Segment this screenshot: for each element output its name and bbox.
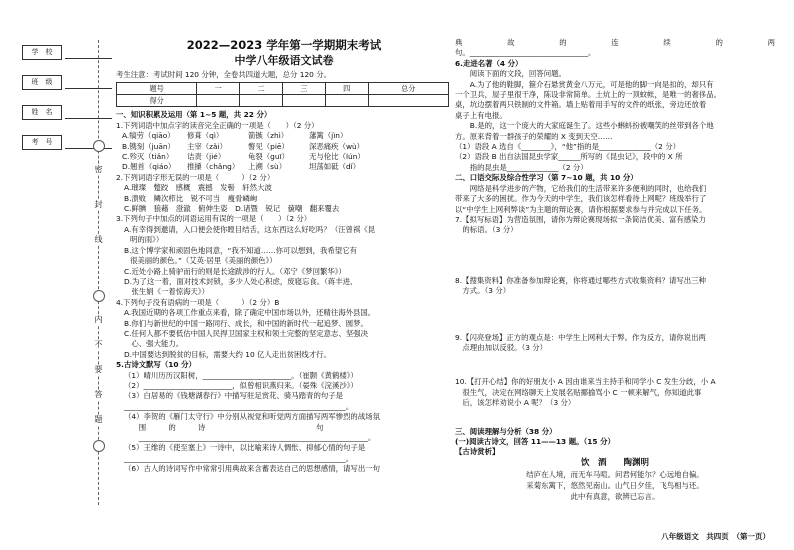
option-word: 轩然大波	[242, 183, 272, 193]
spread-char: 连	[611, 38, 619, 47]
passage-line: B.是的，这一个庞大的大家庭诞生了。这些小蝌蚪扮被嘲笑的丝带到各个地	[455, 121, 714, 131]
spread-char: 的	[715, 38, 723, 47]
exam-title: 2022—2023 学年第一学期期末考试	[186, 38, 382, 52]
page-footer: 八年级语文 共四页 （第一页）	[661, 532, 770, 541]
sub-heading: (一)阅读古诗文，回答 11——13 题。（15 分）	[455, 436, 615, 446]
option[interactable]: D.诸暨	[235, 204, 258, 214]
field-label: 学 校	[22, 45, 62, 60]
section-heading: 二、口语交际及综合性学习（第 7~10 题，共 10 分）	[455, 173, 638, 183]
option: 深恶痛疾（wù）	[309, 141, 365, 151]
option-line: 很美丽的颜色。”（艾英·居里《美丽的颜色》）	[130, 256, 277, 266]
option: 坦荡如砥（dǐ）	[309, 162, 361, 172]
answer-space[interactable]	[455, 297, 775, 333]
fill-line-text: （4）李贺的《雁门太守行》中分别从视觉和听觉两方面描写两军惨烈的战场氛	[124, 412, 380, 422]
score-cell[interactable]	[197, 95, 240, 107]
option-word: 锐不可当	[190, 193, 221, 203]
fill-line-text[interactable]: 句。________________________________。	[455, 48, 596, 58]
score-cell[interactable]	[240, 95, 283, 107]
field-label: 班 级	[22, 75, 62, 90]
exam-subtitle: 中学八年级语文试卷	[234, 54, 334, 67]
score-cell[interactable]	[368, 95, 448, 107]
fill-line-text: （5）王维的《使至塞上》一诗中，以比喻来诗人惆怅、抑郁心情的句子是	[124, 443, 366, 453]
option-line[interactable]: C.任何人都不要低估中国人民捍卫国家主权和领土完整的坚定意志、坚强决	[124, 328, 369, 338]
passage-line: 桌子上有电报。	[455, 110, 507, 120]
spread-char: 续	[663, 38, 671, 47]
option-line: 明的雨》）	[130, 235, 164, 245]
question: 9.【闪亮登场】正方的观点是：中学生上网利大于弊。作为反方，请你说出两	[455, 332, 706, 342]
poem-line: 结庐在人境，而无车马喧。问君何能尔？心远地自偏。	[526, 469, 704, 479]
option: 推搡（chǎng）	[187, 162, 240, 172]
fill-line[interactable]	[65, 106, 112, 119]
option[interactable]: B.镌刻（juān）	[122, 141, 175, 151]
section-heading: 三、阅读理解与分析（38 分）	[455, 426, 557, 436]
continued-line	[455, 38, 775, 48]
field-label: 考 号	[22, 135, 62, 150]
poem-line: 此中有真意，欲辨已忘言。	[570, 491, 660, 501]
question: 很生气，决定在网络聊天上发展名贴揶揄骂小 C 一顿来解气，你知道此事	[455, 387, 702, 397]
fill-line[interactable]	[65, 76, 112, 89]
question: 4.下列句子没有语病的一项是（ ）（2 分）B	[116, 297, 280, 307]
passage-line: 以“中学生上网利弊谈”为主题的辩论赛，请你根据要求参与并完成以下任务。	[455, 204, 707, 214]
options-row	[116, 194, 452, 204]
score-head: 二	[240, 83, 283, 95]
option-line[interactable]: C.近处小路上骑驴而行的则是长途跋涉的行人。（邓宁《梦回繁华》）	[124, 266, 346, 276]
score-label: 得分	[117, 95, 197, 107]
question: 3.下列句子中加点的词语运用有误的一项是（ ）（2 分）	[116, 214, 312, 224]
option[interactable]: C.鲜腆	[124, 204, 147, 214]
option-word: 感概	[175, 183, 191, 193]
fill-line-text[interactable]: （1）晴川历历汉阳树，________________________。（崔颢《黄鹤楼》）	[124, 370, 358, 380]
question: 点理由加以反驳。（3 分）	[455, 342, 548, 352]
answer-space[interactable]	[455, 236, 775, 276]
option-word: 翻来覆去	[309, 204, 340, 214]
option[interactable]: C.殄灭（tiǎn）	[122, 152, 174, 162]
passage-line: 阅读下面的文段，回答问题。	[455, 69, 566, 79]
options-row	[116, 152, 452, 162]
fill-line[interactable]	[65, 46, 112, 59]
option-line[interactable]: A.我国近期的各项工作重点来看，除了确定中国市场以外，还精往海外县国。	[124, 308, 376, 318]
seal-char: 不	[94, 340, 103, 349]
score-head: 四	[325, 83, 368, 95]
question: 8.【搜集资料】你准备参加辩论赛，你将通过哪些方式收集资料？请写出三种	[455, 275, 706, 285]
option: 诘责（jié）	[187, 152, 226, 162]
score-cell[interactable]	[325, 95, 368, 107]
option: 修葺（qì）	[187, 131, 224, 141]
spread-char: 两	[767, 38, 775, 47]
option-word: 震撼	[197, 183, 213, 193]
option-word: 蹩跤	[153, 183, 169, 193]
fill-line-text[interactable]: ____________________________________________________________。	[124, 401, 354, 411]
option-word: 澄澈	[175, 204, 191, 214]
question: 7.【拟写标语】为营造氛围，请你为辩论赛现场拟一条简洁优美、富有感染力	[455, 214, 706, 224]
section-heading: 一、知识积累及运用（第 1~5 题，共 22 分）	[116, 110, 272, 120]
option[interactable]: D.翘首（qiáo）	[122, 162, 176, 172]
seal-char: 题	[94, 415, 103, 424]
passage-line: A.为了他的鞋脚，箍介石悬赏黄金八万元，可是他的脚一向是扣的，却只有	[455, 79, 714, 89]
question: 方式。（3 分）	[455, 286, 511, 296]
question: 1.下列词语中加点字的读音完全正确的一项是（ ）（2 分）	[116, 120, 319, 130]
score-head: 总分	[368, 83, 448, 95]
option: 上溯（sù）	[248, 162, 287, 172]
option-word: 瘦骨嶙峋	[227, 193, 258, 203]
question: 2.下列词语字形无误的一项是（ ）（2 分）	[116, 172, 275, 182]
passage-line: 网络是科学进步的产物，它给我们的生活带来许多便利的同时，也给我们	[455, 183, 707, 193]
score-head: 三	[282, 83, 325, 95]
option-word: 俯伸生姿	[198, 204, 228, 214]
options-row	[116, 131, 452, 141]
question: 6.走进名著（4 分）	[455, 58, 523, 68]
option: 箭镞（zhì）	[248, 131, 289, 141]
exam-notice: 考生注意：考试时间 120 分钟，全卷共四道大题，总分 120 分。	[116, 70, 331, 79]
right-column	[455, 38, 775, 502]
question: 5.古诗文默写（10 分）	[116, 360, 196, 370]
fill-line-text: 围 的 诗 句	[124, 422, 324, 432]
passage-line: 方。原来背着一群孩子的荣耀的 X 变到天空……	[455, 131, 613, 141]
score-table	[116, 82, 449, 107]
passage-line: 一个卫兵，屋子里很干净，陈设非常简单。土炕上的一顶蚊帐，是唯一的奢侈品。	[455, 90, 722, 100]
left-column	[116, 38, 452, 475]
option-line[interactable]: D.中国要达到脱贫的目标，需要大约 10 亿人走出贫困线才行。	[124, 349, 331, 359]
question: 10.【打开心结】你的好朋友小 A 因由谁来当主持手和同学小 C 发生分歧，小 A	[455, 377, 716, 387]
binding-hole-icon	[93, 140, 105, 152]
seal-char: 答	[94, 390, 103, 399]
option-line[interactable]: D.为了这一着，面对技术封锁，多少人处心积虑，废寝忘食。（蒋丰进、	[124, 276, 358, 286]
options-row	[116, 204, 452, 214]
option: 龟裂（guī）	[248, 152, 289, 162]
option-word: 藐嘲	[287, 204, 303, 214]
poem-line: 采菊东篱下，悠然见南山。山气日夕佳，飞鸟相与还。	[526, 480, 704, 490]
passage-line: 桌，坑边摆着两只铁制的文件箱。墙上贴着用手写的文件的纸张，旁边还放着	[455, 100, 707, 110]
option-line: 张生娟《一着惊海天》）	[124, 287, 209, 297]
option: 无与伦比（lún）	[309, 152, 365, 162]
seal-char: 内	[94, 315, 103, 324]
options-row	[116, 142, 452, 152]
option: 主宰（zǎi）	[187, 141, 228, 151]
seal-char: 密	[94, 165, 103, 174]
score-cell[interactable]	[282, 95, 325, 107]
option-line: 心、强大能力。	[124, 339, 184, 349]
option[interactable]: A.璀璨	[124, 183, 147, 193]
option: 藩篱（jìn）	[309, 131, 348, 141]
option[interactable]: A.犒劳（qiāo）	[122, 131, 175, 141]
option[interactable]: B.溃败	[124, 193, 147, 203]
option-word: 锐记	[265, 204, 281, 214]
option-word: 发髻	[220, 183, 235, 193]
answer-space[interactable]	[455, 409, 775, 427]
spread-char: 故	[507, 38, 515, 47]
seal-line	[98, 40, 99, 505]
options-row	[116, 183, 452, 193]
fill-line-text[interactable]: ______________________________________________________________。	[124, 433, 376, 442]
score-head: 题号	[117, 83, 197, 95]
option-line[interactable]: B.你们与新世纪的中国一路同行、成长，和中国的新时代一起追梦、圆梦。	[124, 318, 368, 328]
option-line[interactable]: A.有幸得到邀请，入口便会使你瞠目结舌，这东西这么好吃吗？（汪曾祺《昆	[124, 224, 376, 234]
sub-question[interactable]: （1）语段 A 选自《________》，“他”指的是______________（2 分）	[455, 142, 681, 152]
seal-char: 要	[94, 365, 103, 374]
tag-label: 【古诗赏析】	[455, 447, 500, 457]
sub-question[interactable]: 指的昆虫是______________（2 分）	[455, 162, 588, 172]
options-row	[116, 162, 452, 172]
spread-char: 典	[455, 38, 463, 47]
poem-title: 饮 酒 陶渊明	[580, 457, 649, 468]
binding-hole-icon	[93, 440, 105, 452]
seal-char: 封	[94, 200, 103, 209]
question: 的标语。（3 分）	[455, 225, 518, 235]
fill-line-text: （6）古人的诗词写作中常常引用典故来含蓄表达自己的思想感情，请写出一句	[124, 464, 380, 474]
fill-line-text[interactable]: （2）________________________，似曾相识燕归来。（晏殊《浣溪沙》）	[124, 380, 358, 390]
option-line[interactable]: B.这个博学家和顽固色地同意，“我不知道……你可以想到，我希望它有	[124, 245, 357, 255]
fill-line-text: （3）白居易的《钱塘湖春行》中描写驻足赏花、骑马踏青的句子是	[124, 391, 344, 401]
seal-char: 线	[94, 235, 103, 244]
option-word: 鳞次栉比	[153, 193, 184, 203]
fill-line-text[interactable]: ____________________________________________________________。	[124, 453, 354, 463]
field-label: 姓 名	[22, 105, 62, 120]
score-head: 一	[197, 83, 240, 95]
option-word: 狼藉	[153, 204, 169, 214]
answer-space[interactable]	[455, 353, 775, 377]
sub-question[interactable]: （2）语段 B 出自法国昆虫学家______所写的《昆虫记》，段中的 X 所	[455, 152, 683, 162]
option: 瞥见（piē）	[248, 141, 289, 151]
poem	[455, 458, 775, 502]
binding-hole-icon	[93, 290, 105, 302]
question: 后，该怎样劝说小 A 呢？（3 分）	[455, 398, 576, 408]
spread-char: 的	[559, 38, 567, 47]
passage-line: 带来了大多的困扰。作为今天的中学生，我们该怎样看待上网呢？班级举行了	[455, 194, 707, 204]
